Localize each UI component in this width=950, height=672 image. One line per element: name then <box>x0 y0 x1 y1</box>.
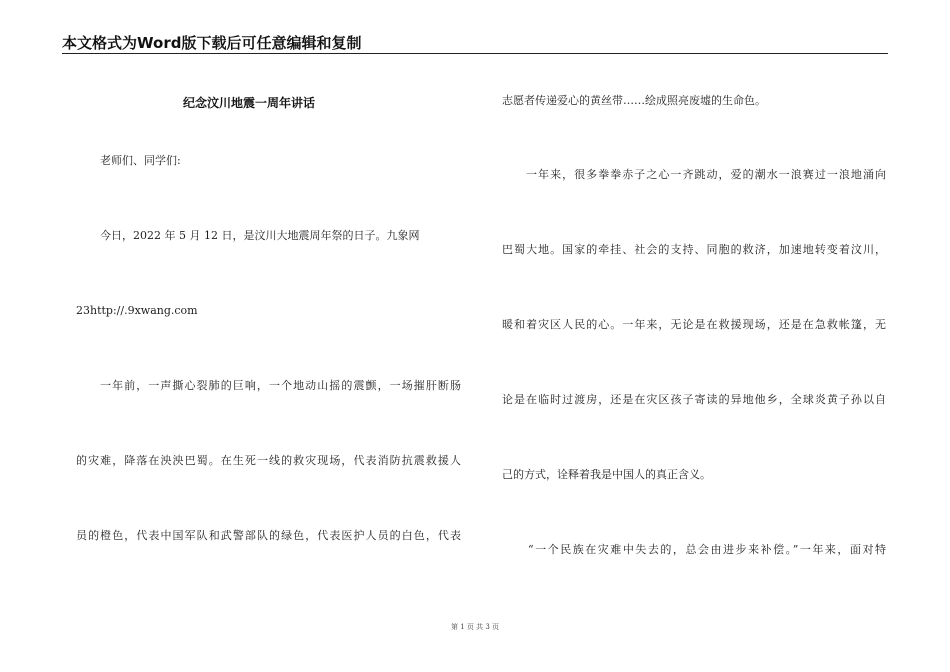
paragraph-line: 志愿者传递爱心的黄丝带……绘成照亮废墟的生命色。 <box>502 94 766 107</box>
paragraph-line: 一年前，一声撕心裂肺的巨响，一个地动山摇的震颤，一场摧肝断肠 <box>100 379 461 392</box>
paragraph-line: “一个民族在灾难中失去的，总会由进步来补偿。”一年来，面对特 <box>528 543 886 556</box>
document-title: 纪念汶川地震一周年讲话 <box>183 96 316 110</box>
paragraph-line: 论是在临时过渡房，还是在灾区孩子寄读的异地他乡，全球炎黄子孙以自 <box>502 393 886 406</box>
paragraph-line: 暖和着灾区人民的心。一年来，无论是在救援现场，还是在急救帐篷，无 <box>502 318 886 331</box>
paragraph-line: 的灾难，降落在泱泱巴蜀。在生死一线的救灾现场，代表消防抗震救援人 <box>76 454 461 467</box>
greeting-line: 老师们、同学们: <box>100 154 181 167</box>
paragraph-line: 己的方式，诠释着我是中国人的真正含义。 <box>502 468 711 481</box>
paragraph-line: 巴蜀大地。国家的牵挂、社会的支持、同胞的救济，加速地转变着汶川， <box>502 243 886 256</box>
document-banner: 本文格式为Word版下载后可任意编辑和复制 <box>62 34 362 52</box>
page-number-footer: 第 1 页 共 3 页 <box>450 623 500 631</box>
paragraph-line: 23http://.9xwang.com <box>76 304 198 317</box>
paragraph-line: 今日，2022 年 5 月 12 日，是汶川大地震周年祭的日子。九象网 <box>100 229 420 242</box>
left-column <box>78 0 473 672</box>
paragraph-line: 员的橙色，代表中国军队和武警部队的绿色，代表医护人员的白色，代表 <box>76 529 461 542</box>
paragraph-line: 一年来，很多拳拳赤子之心一齐跳动，爱的潮水一浪赛过一浪地涌向 <box>526 168 886 181</box>
right-column <box>502 0 886 672</box>
